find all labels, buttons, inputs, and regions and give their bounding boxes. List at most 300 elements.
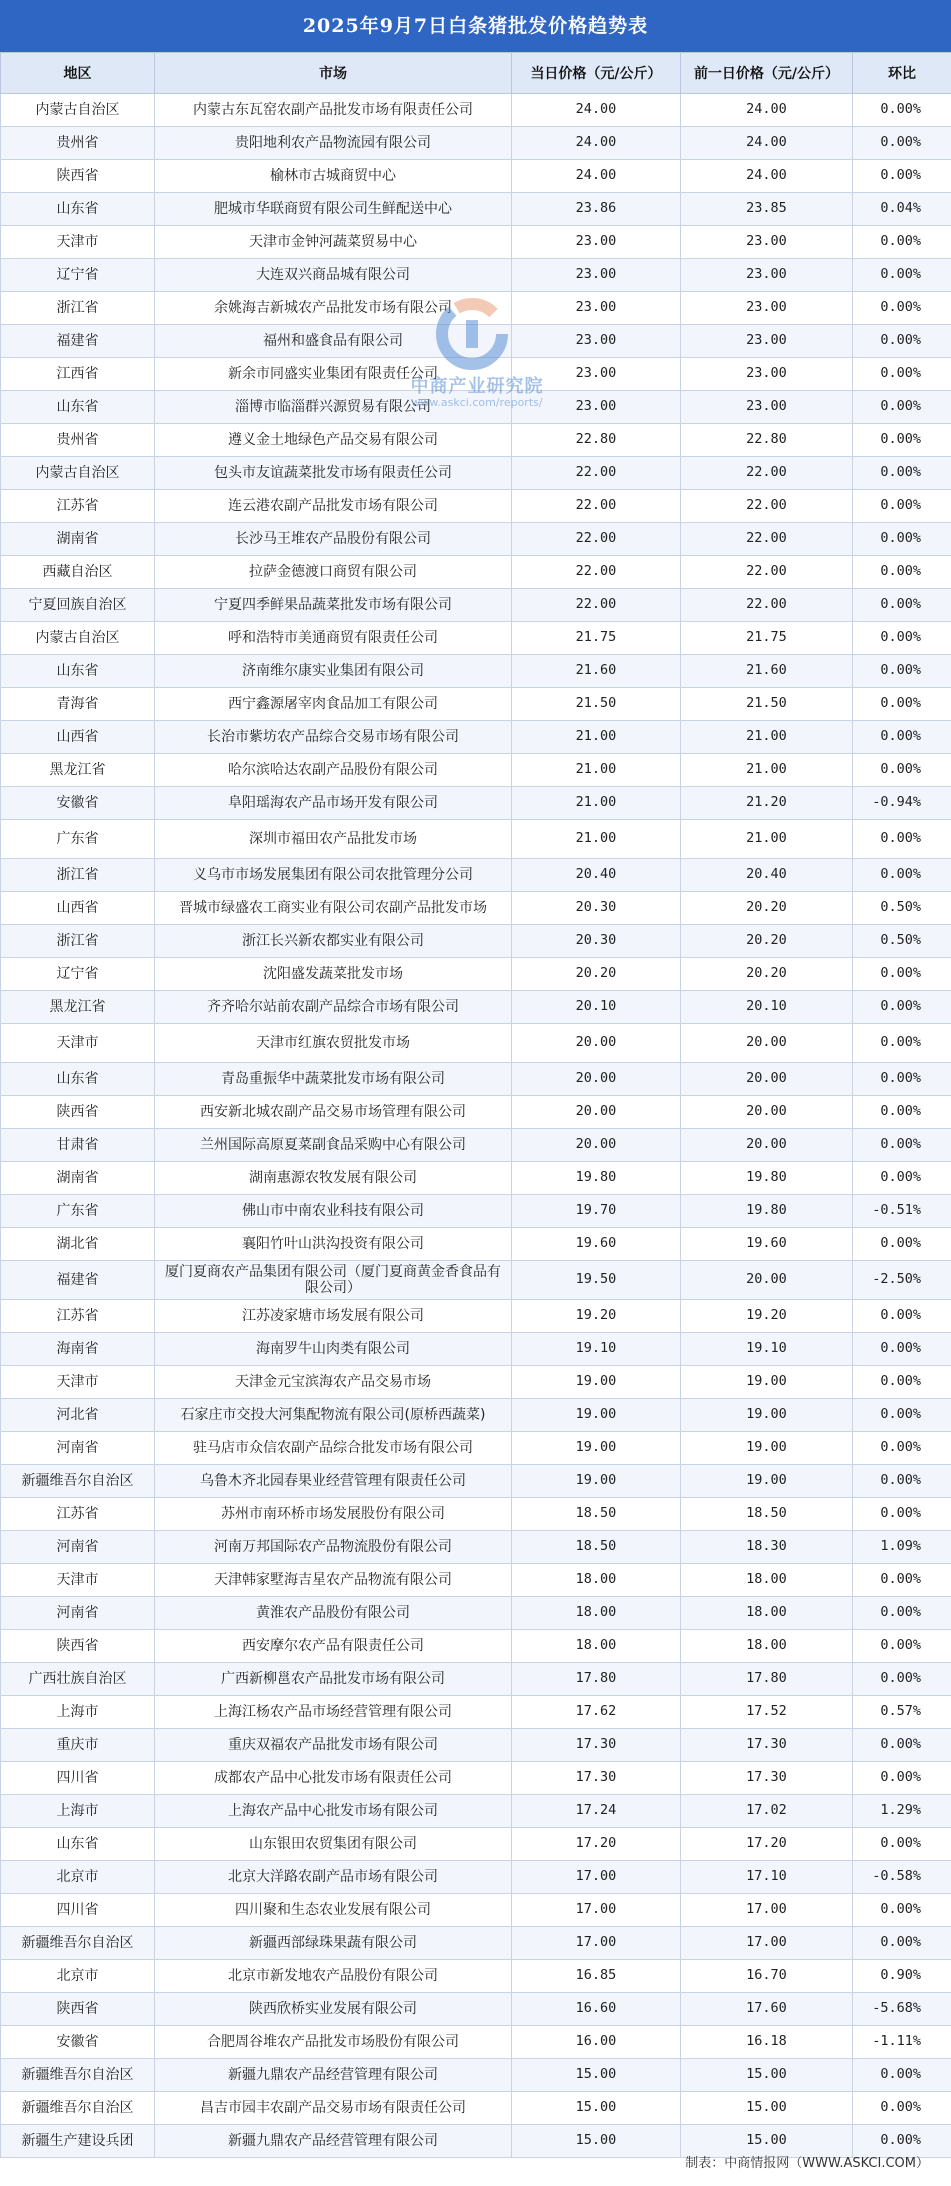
region-cell: 安徽省 xyxy=(1,787,155,820)
market-cell: 宁夏四季鲜果品蔬菜批发市场有限公司 xyxy=(155,589,512,622)
prev-price-cell: 16.70 xyxy=(681,1960,853,1993)
prev-price-cell: 17.60 xyxy=(681,1993,853,2026)
prev-price-cell: 23.85 xyxy=(681,193,853,226)
market-cell: 陕西欣桥实业发展有限公司 xyxy=(155,1993,512,2026)
today-price-cell: 18.00 xyxy=(512,1564,681,1597)
table-row xyxy=(1,523,951,556)
change-cell: 0.00% xyxy=(853,820,951,859)
table-row xyxy=(1,1663,951,1696)
change-cell: 0.00% xyxy=(853,1894,951,1927)
market-cell: 厦门夏商农产品集团有限公司（厦门夏商黄金香食品有限公司） xyxy=(155,1261,512,1300)
prev-price-cell: 22.80 xyxy=(681,424,853,457)
change-cell: 0.57% xyxy=(853,1696,951,1729)
region-cell: 江苏省 xyxy=(1,490,155,523)
region-cell: 北京市 xyxy=(1,1960,155,1993)
table-row xyxy=(1,1024,951,1063)
table-row xyxy=(1,94,951,127)
region-cell: 湖南省 xyxy=(1,1162,155,1195)
change-cell: 0.00% xyxy=(853,1498,951,1531)
today-price-cell: 21.00 xyxy=(512,721,681,754)
table-row xyxy=(1,991,951,1024)
table-row xyxy=(1,688,951,721)
prev-price-cell: 22.00 xyxy=(681,589,853,622)
today-price-cell: 15.00 xyxy=(512,2059,681,2092)
market-cell: 余姚海吉新城农产品批发市场有限公司 xyxy=(155,292,512,325)
today-price-cell: 22.00 xyxy=(512,457,681,490)
today-price-cell: 19.20 xyxy=(512,1300,681,1333)
prev-price-cell: 20.00 xyxy=(681,1261,853,1300)
today-price-cell: 21.50 xyxy=(512,688,681,721)
today-price-cell: 17.24 xyxy=(512,1795,681,1828)
region-cell: 福建省 xyxy=(1,1261,155,1300)
change-cell: 0.00% xyxy=(853,358,951,391)
today-price-cell: 19.00 xyxy=(512,1366,681,1399)
watermark-name: 中商产业研究院 xyxy=(410,376,544,397)
header-row xyxy=(1,53,951,94)
market-cell: 新疆西部绿珠果蔬有限公司 xyxy=(155,1927,512,1960)
region-cell: 新疆维吾尔自治区 xyxy=(1,1927,155,1960)
today-price-cell: 23.00 xyxy=(512,259,681,292)
header-region: 地区 xyxy=(1,53,155,94)
today-price-cell: 20.00 xyxy=(512,1063,681,1096)
change-cell: 0.04% xyxy=(853,193,951,226)
change-cell: 0.00% xyxy=(853,1663,951,1696)
change-cell: -0.51% xyxy=(853,1195,951,1228)
table-row xyxy=(1,1399,951,1432)
table-row xyxy=(1,1366,951,1399)
change-cell: -0.94% xyxy=(853,787,951,820)
change-cell: 0.00% xyxy=(853,391,951,424)
market-cell: 西安摩尔农产品有限责任公司 xyxy=(155,1630,512,1663)
today-price-cell: 17.00 xyxy=(512,1861,681,1894)
market-cell: 阜阳瑶海农产品市场开发有限公司 xyxy=(155,787,512,820)
market-cell: 天津市金钟河蔬菜贸易中心 xyxy=(155,226,512,259)
today-price-cell: 21.00 xyxy=(512,820,681,859)
region-cell: 浙江省 xyxy=(1,925,155,958)
market-cell: 新余市同盛实业集团有限责任公司 xyxy=(155,358,512,391)
prev-price-cell: 20.20 xyxy=(681,925,853,958)
table-row xyxy=(1,1162,951,1195)
change-cell: 0.00% xyxy=(853,1762,951,1795)
today-price-cell: 20.00 xyxy=(512,1024,681,1063)
change-cell: 0.00% xyxy=(853,1564,951,1597)
today-price-cell: 19.70 xyxy=(512,1195,681,1228)
table-row xyxy=(1,1300,951,1333)
market-cell: 内蒙古东瓦窑农副产品批发市场有限责任公司 xyxy=(155,94,512,127)
region-cell: 贵州省 xyxy=(1,424,155,457)
prev-price-cell: 20.10 xyxy=(681,991,853,1024)
table-row xyxy=(1,1063,951,1096)
change-cell: 0.00% xyxy=(853,1129,951,1162)
table-row xyxy=(1,127,951,160)
market-cell: 晋城市绿盛农工商实业有限公司农副产品批发市场 xyxy=(155,892,512,925)
change-cell: 0.00% xyxy=(853,2059,951,2092)
market-cell: 山东银田农贸集团有限公司 xyxy=(155,1828,512,1861)
today-price-cell: 15.00 xyxy=(512,2092,681,2125)
region-cell: 天津市 xyxy=(1,1024,155,1063)
table-row xyxy=(1,2059,951,2092)
change-cell: 0.00% xyxy=(853,94,951,127)
region-cell: 陕西省 xyxy=(1,1993,155,2026)
today-price-cell: 20.40 xyxy=(512,859,681,892)
today-price-cell: 20.20 xyxy=(512,958,681,991)
header-change: 环比 xyxy=(853,53,951,94)
market-cell: 包头市友谊蔬菜批发市场有限责任公司 xyxy=(155,457,512,490)
market-cell: 长治市紫坊农产品综合交易市场有限公司 xyxy=(155,721,512,754)
change-cell: 0.00% xyxy=(853,226,951,259)
table-row xyxy=(1,589,951,622)
prev-price-cell: 19.80 xyxy=(681,1195,853,1228)
prev-price-cell: 19.60 xyxy=(681,1228,853,1261)
prev-price-cell: 16.18 xyxy=(681,2026,853,2059)
prev-price-cell: 17.52 xyxy=(681,1696,853,1729)
change-cell: 0.00% xyxy=(853,721,951,754)
table-row xyxy=(1,1465,951,1498)
today-price-cell: 24.00 xyxy=(512,160,681,193)
prev-price-cell: 17.10 xyxy=(681,1861,853,1894)
region-cell: 新疆维吾尔自治区 xyxy=(1,2059,155,2092)
table-row xyxy=(1,787,951,820)
today-price-cell: 17.80 xyxy=(512,1663,681,1696)
table-row xyxy=(1,391,951,424)
market-cell: 海南罗牛山肉类有限公司 xyxy=(155,1333,512,1366)
market-cell: 湖南惠源农牧发展有限公司 xyxy=(155,1162,512,1195)
today-price-cell: 22.80 xyxy=(512,424,681,457)
table-row xyxy=(1,226,951,259)
region-cell: 浙江省 xyxy=(1,292,155,325)
change-cell: 0.00% xyxy=(853,1366,951,1399)
region-cell: 上海市 xyxy=(1,1696,155,1729)
change-cell: 0.00% xyxy=(853,1228,951,1261)
today-price-cell: 20.30 xyxy=(512,925,681,958)
prev-price-cell: 19.20 xyxy=(681,1300,853,1333)
table-row xyxy=(1,292,951,325)
watermark-url: www.askci.com/reports/ xyxy=(411,396,543,409)
market-cell: 北京市新发地农产品股份有限公司 xyxy=(155,1960,512,1993)
change-cell: 0.00% xyxy=(853,259,951,292)
today-price-cell: 23.00 xyxy=(512,358,681,391)
change-cell: 0.00% xyxy=(853,2092,951,2125)
change-cell: 0.00% xyxy=(853,1597,951,1630)
prev-price-cell: 15.00 xyxy=(681,2092,853,2125)
today-price-cell: 17.30 xyxy=(512,1729,681,1762)
table-row xyxy=(1,1828,951,1861)
prev-price-cell: 19.00 xyxy=(681,1465,853,1498)
table-row xyxy=(1,1261,951,1300)
table-row xyxy=(1,1762,951,1795)
today-price-cell: 15.00 xyxy=(512,2125,681,2158)
change-cell: 0.50% xyxy=(853,925,951,958)
region-cell: 湖南省 xyxy=(1,523,155,556)
table-row xyxy=(1,859,951,892)
change-cell: 0.00% xyxy=(853,688,951,721)
prev-price-cell: 15.00 xyxy=(681,2125,853,2158)
today-price-cell: 24.00 xyxy=(512,94,681,127)
region-cell: 安徽省 xyxy=(1,2026,155,2059)
today-price-cell: 20.30 xyxy=(512,892,681,925)
region-cell: 新疆维吾尔自治区 xyxy=(1,1465,155,1498)
region-cell: 新疆生产建设兵团 xyxy=(1,2125,155,2158)
change-cell: 0.00% xyxy=(853,424,951,457)
prev-price-cell: 19.00 xyxy=(681,1432,853,1465)
market-cell: 四川聚和生态农业发展有限公司 xyxy=(155,1894,512,1927)
today-price-cell: 21.00 xyxy=(512,787,681,820)
region-cell: 山东省 xyxy=(1,655,155,688)
today-price-cell: 19.00 xyxy=(512,1432,681,1465)
table-row xyxy=(1,358,951,391)
table-row xyxy=(1,754,951,787)
region-cell: 江西省 xyxy=(1,358,155,391)
prev-price-cell: 23.00 xyxy=(681,358,853,391)
change-cell: 0.00% xyxy=(853,991,951,1024)
prev-price-cell: 21.00 xyxy=(681,820,853,859)
market-cell: 苏州市南环桥市场发展股份有限公司 xyxy=(155,1498,512,1531)
table-source-note: 制表：中商情报网（WWW.ASKCI.COM） xyxy=(685,2156,929,2171)
change-cell: 0.00% xyxy=(853,160,951,193)
today-price-cell: 20.00 xyxy=(512,1129,681,1162)
today-price-cell: 16.60 xyxy=(512,1993,681,2026)
market-cell: 成都农产品中心批发市场有限责任公司 xyxy=(155,1762,512,1795)
change-cell: -0.58% xyxy=(853,1861,951,1894)
today-price-cell: 17.00 xyxy=(512,1894,681,1927)
change-cell: 0.00% xyxy=(853,859,951,892)
table-row xyxy=(1,1432,951,1465)
market-cell: 大连双兴商品城有限公司 xyxy=(155,259,512,292)
prev-price-cell: 23.00 xyxy=(681,391,853,424)
today-price-cell: 18.00 xyxy=(512,1630,681,1663)
prev-price-cell: 20.00 xyxy=(681,1063,853,1096)
change-cell: 0.00% xyxy=(853,754,951,787)
table-row xyxy=(1,457,951,490)
prev-price-cell: 20.00 xyxy=(681,1096,853,1129)
today-price-cell: 18.50 xyxy=(512,1498,681,1531)
region-cell: 河南省 xyxy=(1,1531,155,1564)
change-cell: 0.00% xyxy=(853,523,951,556)
table-row xyxy=(1,259,951,292)
region-cell: 天津市 xyxy=(1,1366,155,1399)
header-prev-price: 前一日价格（元/公斤） xyxy=(681,53,853,94)
region-cell: 广东省 xyxy=(1,820,155,859)
region-cell: 河南省 xyxy=(1,1597,155,1630)
table-row xyxy=(1,2092,951,2125)
table-row xyxy=(1,556,951,589)
market-cell: 西安新北城农副产品交易市场管理有限公司 xyxy=(155,1096,512,1129)
today-price-cell: 23.00 xyxy=(512,292,681,325)
market-cell: 兰州国际高原夏菜副食品采购中心有限公司 xyxy=(155,1129,512,1162)
change-cell: 0.00% xyxy=(853,1300,951,1333)
market-cell: 合肥周谷堆农产品批发市场股份有限公司 xyxy=(155,2026,512,2059)
today-price-cell: 23.86 xyxy=(512,193,681,226)
table-title: 2025年9月7日白条猪批发价格趋势表 xyxy=(0,0,951,52)
prev-price-cell: 21.00 xyxy=(681,754,853,787)
market-cell: 上海江杨农产品市场经营管理有限公司 xyxy=(155,1696,512,1729)
market-cell: 河南万邦国际农产品物流股份有限公司 xyxy=(155,1531,512,1564)
change-cell: 0.00% xyxy=(853,1432,951,1465)
table-row xyxy=(1,1729,951,1762)
table-row xyxy=(1,1696,951,1729)
region-cell: 江苏省 xyxy=(1,1498,155,1531)
table-row xyxy=(1,1531,951,1564)
region-cell: 四川省 xyxy=(1,1894,155,1927)
today-price-cell: 19.00 xyxy=(512,1465,681,1498)
change-cell: 0.00% xyxy=(853,457,951,490)
region-cell: 西藏自治区 xyxy=(1,556,155,589)
region-cell: 辽宁省 xyxy=(1,259,155,292)
region-cell: 内蒙古自治区 xyxy=(1,457,155,490)
market-cell: 黄淮农产品股份有限公司 xyxy=(155,1597,512,1630)
change-cell: 0.00% xyxy=(853,1630,951,1663)
today-price-cell: 21.00 xyxy=(512,754,681,787)
today-price-cell: 17.20 xyxy=(512,1828,681,1861)
region-cell: 四川省 xyxy=(1,1762,155,1795)
prev-price-cell: 17.00 xyxy=(681,1927,853,1960)
change-cell: 0.00% xyxy=(853,622,951,655)
market-cell: 肥城市华联商贸有限公司生鲜配送中心 xyxy=(155,193,512,226)
market-cell: 哈尔滨哈达农副产品股份有限公司 xyxy=(155,754,512,787)
region-cell: 内蒙古自治区 xyxy=(1,622,155,655)
table-row xyxy=(1,1498,951,1531)
table-row xyxy=(1,1228,951,1261)
prev-price-cell: 20.40 xyxy=(681,859,853,892)
region-cell: 青海省 xyxy=(1,688,155,721)
market-cell: 天津金元宝滨海农产品交易市场 xyxy=(155,1366,512,1399)
change-cell: 0.00% xyxy=(853,292,951,325)
prev-price-cell: 17.20 xyxy=(681,1828,853,1861)
table-row xyxy=(1,1927,951,1960)
today-price-cell: 21.60 xyxy=(512,655,681,688)
market-cell: 榆林市古城商贸中心 xyxy=(155,160,512,193)
today-price-cell: 21.75 xyxy=(512,622,681,655)
market-cell: 北京大洋路农副产品市场有限公司 xyxy=(155,1861,512,1894)
table-header xyxy=(1,53,951,94)
table-row xyxy=(1,655,951,688)
change-cell: 0.00% xyxy=(853,1465,951,1498)
today-price-cell: 20.00 xyxy=(512,1096,681,1129)
table-row xyxy=(1,1960,951,1993)
today-price-cell: 19.80 xyxy=(512,1162,681,1195)
change-cell: 0.50% xyxy=(853,892,951,925)
region-cell: 甘肃省 xyxy=(1,1129,155,1162)
prev-price-cell: 23.00 xyxy=(681,226,853,259)
table-row xyxy=(1,424,951,457)
today-price-cell: 18.50 xyxy=(512,1531,681,1564)
market-cell: 义乌市市场发展集团有限公司农批管理分公司 xyxy=(155,859,512,892)
change-cell: 0.00% xyxy=(853,1828,951,1861)
change-cell: 0.00% xyxy=(853,127,951,160)
change-cell: 0.00% xyxy=(853,958,951,991)
prev-price-cell: 21.75 xyxy=(681,622,853,655)
today-price-cell: 24.00 xyxy=(512,127,681,160)
market-cell: 呼和浩特市美通商贸有限责任公司 xyxy=(155,622,512,655)
market-cell: 石家庄市交投大河集配物流有限公司(原桥西蔬菜) xyxy=(155,1399,512,1432)
market-cell: 佛山市中南农业科技有限公司 xyxy=(155,1195,512,1228)
market-cell: 襄阳竹叶山洪沟投资有限公司 xyxy=(155,1228,512,1261)
prev-price-cell: 20.00 xyxy=(681,1024,853,1063)
today-price-cell: 17.62 xyxy=(512,1696,681,1729)
change-cell: -1.11% xyxy=(853,2026,951,2059)
region-cell: 黑龙江省 xyxy=(1,991,155,1024)
region-cell: 广东省 xyxy=(1,1195,155,1228)
table-row xyxy=(1,1564,951,1597)
prev-price-cell: 22.00 xyxy=(681,490,853,523)
region-cell: 广西壮族自治区 xyxy=(1,1663,155,1696)
prev-price-cell: 23.00 xyxy=(681,292,853,325)
change-cell: 0.00% xyxy=(853,1162,951,1195)
prev-price-cell: 22.00 xyxy=(681,457,853,490)
prev-price-cell: 21.20 xyxy=(681,787,853,820)
today-price-cell: 19.60 xyxy=(512,1228,681,1261)
region-cell: 上海市 xyxy=(1,1795,155,1828)
table-row xyxy=(1,892,951,925)
change-cell: 0.00% xyxy=(853,556,951,589)
change-cell: -5.68% xyxy=(853,1993,951,2026)
prev-price-cell: 18.30 xyxy=(681,1531,853,1564)
table-row xyxy=(1,1630,951,1663)
region-cell: 江苏省 xyxy=(1,1300,155,1333)
market-cell: 福州和盛食品有限公司 xyxy=(155,325,512,358)
market-cell: 昌吉市园丰农副产品交易市场有限责任公司 xyxy=(155,2092,512,2125)
region-cell: 湖北省 xyxy=(1,1228,155,1261)
region-cell: 福建省 xyxy=(1,325,155,358)
region-cell: 天津市 xyxy=(1,226,155,259)
change-cell: 1.09% xyxy=(853,1531,951,1564)
market-cell: 拉萨金德渡口商贸有限公司 xyxy=(155,556,512,589)
prev-price-cell: 21.00 xyxy=(681,721,853,754)
market-cell: 新疆九鼎农产品经营管理有限公司 xyxy=(155,2059,512,2092)
today-price-cell: 17.00 xyxy=(512,1927,681,1960)
today-price-cell: 19.50 xyxy=(512,1261,681,1300)
region-cell: 天津市 xyxy=(1,1564,155,1597)
prev-price-cell: 17.30 xyxy=(681,1762,853,1795)
prev-price-cell: 15.00 xyxy=(681,2059,853,2092)
table-row xyxy=(1,1096,951,1129)
table-row xyxy=(1,1129,951,1162)
region-cell: 海南省 xyxy=(1,1333,155,1366)
market-cell: 贵阳地利农产品物流园有限公司 xyxy=(155,127,512,160)
market-cell: 新疆九鼎农产品经营管理有限公司 xyxy=(155,2125,512,2158)
market-cell: 天津韩家墅海吉星农产品物流有限公司 xyxy=(155,1564,512,1597)
market-cell: 浙江长兴新农都实业有限公司 xyxy=(155,925,512,958)
table-row xyxy=(1,1861,951,1894)
today-price-cell: 22.00 xyxy=(512,556,681,589)
today-price-cell: 22.00 xyxy=(512,589,681,622)
region-cell: 山东省 xyxy=(1,391,155,424)
change-cell: 0.00% xyxy=(853,589,951,622)
header-market: 市场 xyxy=(155,53,512,94)
today-price-cell: 23.00 xyxy=(512,325,681,358)
price-table xyxy=(0,52,951,2158)
region-cell: 黑龙江省 xyxy=(1,754,155,787)
prev-price-cell: 20.20 xyxy=(681,892,853,925)
market-cell: 济南维尔康实业集团有限公司 xyxy=(155,655,512,688)
header-today-price: 当日价格（元/公斤） xyxy=(512,53,681,94)
prev-price-cell: 17.00 xyxy=(681,1894,853,1927)
change-cell: 0.00% xyxy=(853,1333,951,1366)
market-cell: 齐齐哈尔站前农副产品综合市场有限公司 xyxy=(155,991,512,1024)
market-cell: 驻马店市众信农副产品综合批发市场有限公司 xyxy=(155,1432,512,1465)
region-cell: 山东省 xyxy=(1,193,155,226)
region-cell: 重庆市 xyxy=(1,1729,155,1762)
change-cell: 0.00% xyxy=(853,2125,951,2158)
prev-price-cell: 17.80 xyxy=(681,1663,853,1696)
change-cell: 0.00% xyxy=(853,1729,951,1762)
prev-price-cell: 20.20 xyxy=(681,958,853,991)
change-cell: 0.00% xyxy=(853,1024,951,1063)
market-cell: 遵义金土地绿色产品交易有限公司 xyxy=(155,424,512,457)
table-row xyxy=(1,622,951,655)
prev-price-cell: 18.00 xyxy=(681,1564,853,1597)
market-cell: 重庆双福农产品批发市场有限公司 xyxy=(155,1729,512,1762)
